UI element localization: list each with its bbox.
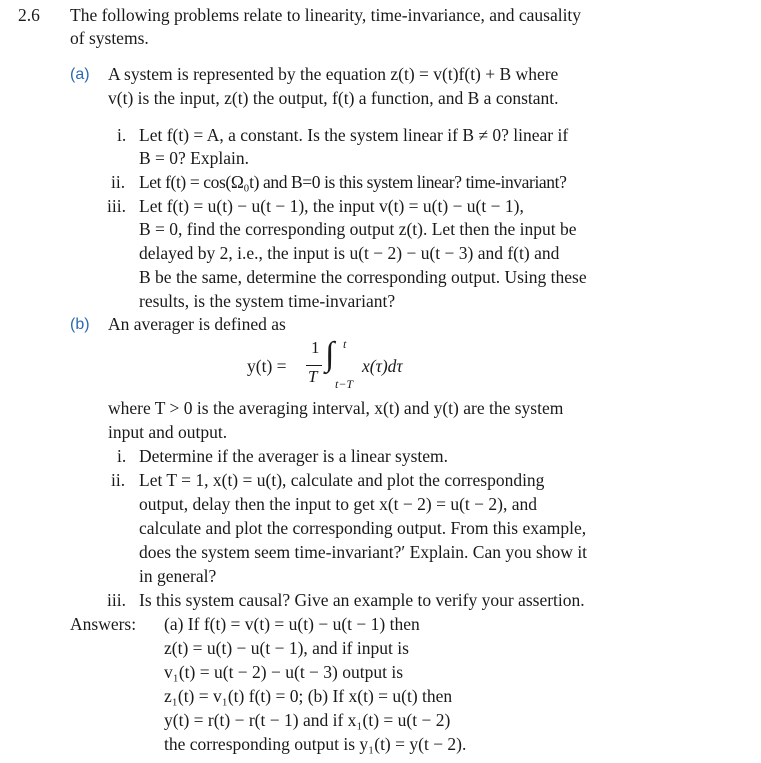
integral-sign: ∫ [325, 336, 335, 373]
answers-line-3: v₁(t) = u(t − 2) − u(t − 3) output is [164, 662, 404, 682]
answers-label: Answers: [70, 614, 137, 634]
part-a-line-1: A system is represented by the equation z(t) = v(t)f(t) + B where [108, 64, 559, 84]
answers-line-1: (a) If f(t) = v(t) = u(t) − u(t − 1) then [164, 614, 420, 634]
part-b-iii-line-1: Is this system causal? Give an example to verify your assertion. [139, 590, 585, 610]
answers-line-4: z₁(t) = v₁(t) f(t) = 0; (b) If x(t) = u(t) then [164, 686, 453, 706]
equation-lhs: y(t) = [247, 356, 287, 376]
part-a-i-line-1: Let f(t) = A, a constant. Is the system linear if B ≠ 0? linear if [139, 125, 569, 145]
integral-upper-limit: t [343, 337, 347, 351]
part-a-line-2: v(t) is the input, z(t) the output, f(t) a function, and B a constant. [108, 88, 559, 108]
answers-line-2: z(t) = u(t) − u(t − 1), and if input is [164, 638, 409, 658]
part-b-line-3: input and output. [108, 422, 228, 442]
part-b-label: (b) [70, 316, 90, 333]
integral-lower-limit: t−T [335, 377, 354, 391]
part-b-ii-line-1: Let T = 1, x(t) = u(t), calculate and plot the corresponding [139, 470, 545, 490]
part-b-ii-line-4: does the system seem time-invariant?′ Explain. Can you show it [139, 542, 588, 562]
part-b-ii-line-3: calculate and plot the corresponding output. From this example, [139, 518, 587, 538]
part-a-iii-label: iii. [107, 196, 126, 216]
equation-numerator: 1 [311, 338, 320, 357]
part-b-iii-label: iii. [107, 590, 126, 610]
equation-integrand: x(τ)dτ [362, 356, 403, 376]
part-a-iii-line-2: B = 0, find the corresponding output z(t). Let then the input be [139, 219, 577, 239]
part-b-ii-line-5: in general? [139, 566, 217, 586]
part-a-i-line-2: B = 0? Explain. [139, 148, 249, 168]
part-b-i-label: i. [117, 446, 127, 466]
part-b-ii-label: ii. [111, 470, 126, 490]
part-b-line-1: An averager is defined as [108, 314, 286, 334]
answers-line-5: y(t) = r(t) − r(t − 1) and if x₁(t) = u(t − 2) [164, 710, 451, 730]
part-a-ii-line-1: Let f(t) = cos(Ω₀t) and B=0 is this system linear? time-invariant? [139, 172, 567, 192]
part-a-iii-line-4: B be the same, determine the corresponding output. Using these [139, 267, 587, 287]
answers-line-6: the corresponding output is y₁(t) = y(t − 2). [164, 734, 467, 754]
part-b-line-2: where T > 0 is the averaging interval, x(t) and y(t) are the system [108, 398, 564, 418]
part-b-ii-line-2: output, delay then the input to get x(t − 2) = u(t − 2), and [139, 494, 538, 514]
problem-number: 2.6 [18, 5, 40, 25]
part-a-ii-label: ii. [111, 172, 126, 192]
part-a-i-label: i. [117, 125, 127, 145]
part-a-iii-line-3: delayed by 2, i.e., the input is u(t − 2) − u(t − 3) and f(t) and [139, 243, 560, 263]
part-a-iii-line-1: Let f(t) = u(t) − u(t − 1), the input v(t) = u(t) − u(t − 1), [139, 196, 524, 216]
part-b-i-line-1: Determine if the averager is a linear system. [139, 446, 449, 466]
intro-line-1: The following problems relate to linearity, time-invariance, and causality [70, 5, 582, 25]
equation-denominator: T [308, 367, 318, 386]
intro-line-2: of systems. [70, 28, 149, 48]
part-a-iii-line-5: results, is the system time-invariant? [139, 291, 396, 311]
equation-fraction-bar [306, 365, 322, 366]
part-a-label: (a) [70, 66, 90, 83]
